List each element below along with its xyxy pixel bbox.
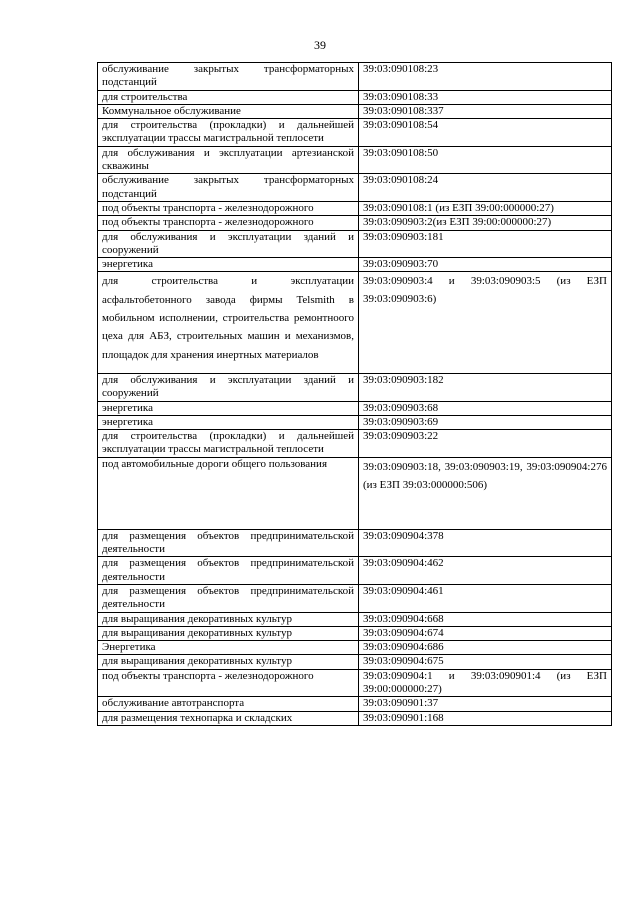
- land-use-cell: для размещения технопарка и складских: [98, 711, 359, 725]
- land-use-cell: под объекты транспорта - железнодорожного: [98, 201, 359, 215]
- table-row: [98, 457, 612, 529]
- cadastral-number-cell: 39:03:090903:69: [359, 415, 612, 429]
- cadastral-number-cell: 39:03:090108:23: [359, 63, 612, 91]
- page-number: 39: [314, 38, 326, 52]
- cadastral-number-cell: 39:03:090903:18, 39:03:090903:19, 39:03:090904:276 (из ЕЗП 39:03:000000:506): [359, 457, 612, 529]
- table-row: [98, 146, 612, 174]
- table-row: [98, 415, 612, 429]
- land-use-cell: для выращивания декоративных культур: [98, 655, 359, 669]
- land-use-cell: для строительства и эксплуатации асфальтобетонного завода фирмы Telsmith в мобильном исполнении, строительства ремонтноого цеха для АБЗ, строительных машин и механизмов, площадок для хранения инертных материалов: [98, 272, 359, 373]
- table-row: [98, 90, 612, 104]
- cadastral-number-cell: 39:03:090903:2(из ЕЗП 39:00:000000:27): [359, 216, 612, 230]
- cadastral-number-cell: 39:03:090901:37: [359, 697, 612, 711]
- table-row: [98, 401, 612, 415]
- land-use-cell: энергетика: [98, 401, 359, 415]
- land-use-cell: для выращивания декоративных культур: [98, 626, 359, 640]
- cadastral-number-cell: 39:03:090903:4 и 39:03:090903:5 (из ЕЗП 39:03:090903:6): [359, 272, 612, 373]
- table-row: [98, 373, 612, 401]
- cadastral-number-cell: 39:03:090108:33: [359, 90, 612, 104]
- table-row: [98, 174, 612, 202]
- cadastral-number-cell: 39:03:090904:378: [359, 529, 612, 557]
- table-row: [98, 697, 612, 711]
- land-use-cell: для размещения объектов предпринимательской деятельности: [98, 557, 359, 585]
- cadastral-number-cell: 39:03:090108:1 (из ЕЗП 39:00:000000:27): [359, 201, 612, 215]
- land-use-cell: для обслуживания и эксплуатации артезианской скважины: [98, 146, 359, 174]
- table-row: [98, 201, 612, 215]
- cadastral-number-cell: 39:03:090904:461: [359, 584, 612, 612]
- table-row: [98, 711, 612, 725]
- cadastral-number-cell: 39:03:090903:70: [359, 258, 612, 272]
- land-use-cell: энергетика: [98, 415, 359, 429]
- land-use-cell: для размещения объектов предпринимательской деятельности: [98, 584, 359, 612]
- land-use-cell: энергетика: [98, 258, 359, 272]
- cadastral-number-cell: 39:03:090108:337: [359, 104, 612, 118]
- land-use-cell: для обслуживания и эксплуатации зданий и сооружений: [98, 230, 359, 258]
- cadastral-number-cell: 39:03:090904:462: [359, 557, 612, 585]
- table-row: [98, 104, 612, 118]
- cadastral-number-cell: 39:03:090903:181: [359, 230, 612, 258]
- table-row: [98, 557, 612, 585]
- cadastral-number-cell: 39:03:090901:168: [359, 711, 612, 725]
- table-row: [98, 626, 612, 640]
- land-use-cell: обслуживание закрытых трансформаторных подстанций: [98, 63, 359, 91]
- land-use-cell: под объекты транспорта - железнодорожного: [98, 216, 359, 230]
- table-row: [98, 430, 612, 458]
- table-row: [98, 216, 612, 230]
- land-use-cell: под объекты транспорта - железнодорожного: [98, 669, 359, 697]
- table-row: [98, 641, 612, 655]
- land-plots-table: [97, 62, 612, 726]
- table-row: [98, 655, 612, 669]
- table-row: [98, 258, 612, 272]
- table-row: [98, 272, 612, 373]
- land-use-cell: под автомобильные дороги общего пользования: [98, 457, 359, 529]
- table-row: [98, 230, 612, 258]
- cadastral-number-cell: 39:03:090108:54: [359, 119, 612, 147]
- land-use-cell: для строительства (прокладки) и дальнейшей эксплуатации трассы магистральной теплосети: [98, 430, 359, 458]
- land-use-cell: для строительства: [98, 90, 359, 104]
- land-use-cell: Коммунальное обслуживание: [98, 104, 359, 118]
- cadastral-number-cell: 39:03:090904:675: [359, 655, 612, 669]
- cadastral-number-cell: 39:03:090904:1 и 39:03:090901:4 (из ЕЗП 39:00:000000:27): [359, 669, 612, 697]
- cadastral-number-cell: 39:03:090904:674: [359, 626, 612, 640]
- table-row: [98, 119, 612, 147]
- land-use-cell: для обслуживания и эксплуатации зданий и сооружений: [98, 373, 359, 401]
- land-use-cell: для строительства (прокладки) и дальнейшей эксплуатации трассы магистральной теплосети: [98, 119, 359, 147]
- cadastral-number-cell: 39:03:090903:68: [359, 401, 612, 415]
- cadastral-number-cell: 39:03:090108:24: [359, 174, 612, 202]
- table-row: [98, 63, 612, 91]
- table-row: [98, 529, 612, 557]
- table-row: [98, 669, 612, 697]
- table-row: [98, 612, 612, 626]
- land-use-cell: обслуживание закрытых трансформаторных подстанций: [98, 174, 359, 202]
- land-use-cell: для выращивания декоративных культур: [98, 612, 359, 626]
- cadastral-number-cell: 39:03:090904:668: [359, 612, 612, 626]
- land-use-cell: обслуживание автотранспорта: [98, 697, 359, 711]
- cadastral-number-cell: 39:03:090903:22: [359, 430, 612, 458]
- land-use-cell: Энергетика: [98, 641, 359, 655]
- cadastral-number-cell: 39:03:090903:182: [359, 373, 612, 401]
- land-use-cell: для размещения объектов предпринимательской деятельности: [98, 529, 359, 557]
- cadastral-number-cell: 39:03:090904:686: [359, 641, 612, 655]
- cadastral-number-cell: 39:03:090108:50: [359, 146, 612, 174]
- table-row: [98, 584, 612, 612]
